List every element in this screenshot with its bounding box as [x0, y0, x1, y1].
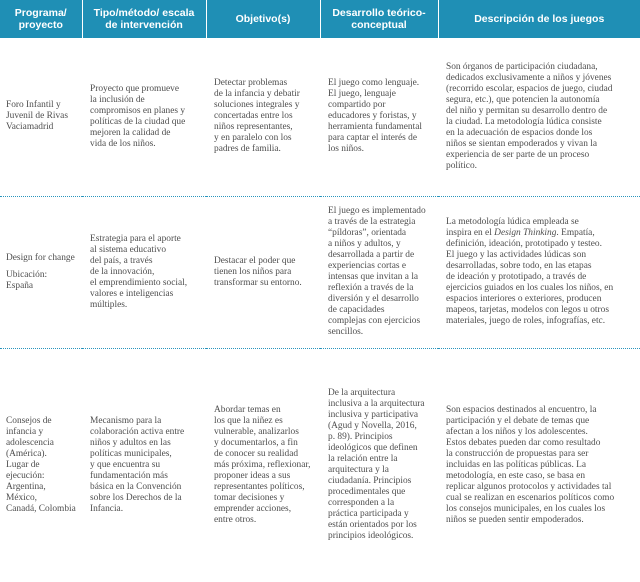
- text-line: están orientados por los: [328, 520, 417, 531]
- text-line: niños se sientan empoderados y vivan la: [446, 138, 598, 149]
- text-line: emprender acciones,: [214, 503, 292, 514]
- text-line: definición, ideación, prototipado y testeo.: [446, 239, 602, 249]
- text-line: principios ideológicos.: [328, 531, 414, 542]
- text-line: básica en la Convención: [90, 481, 182, 492]
- text-line: el emprendimiento social,: [90, 277, 188, 288]
- text-line: desarrolladas, sobre todo, en las etapas: [446, 261, 592, 271]
- text-line: El juego como lenguaje.: [328, 78, 420, 89]
- text-line: complejas con ejercicios: [328, 316, 421, 326]
- text-line: de la innovación,: [90, 266, 155, 277]
- text-line: (América).: [6, 448, 47, 459]
- cell-programa: [0, 348, 82, 582]
- text-line: ideológicos que definen: [328, 443, 418, 454]
- text-line: Son espacios destinados al encuentro, la: [446, 404, 597, 415]
- text-line: colaboración activa entre: [90, 426, 185, 437]
- text-line: La metodología lúdica empleada se: [446, 217, 579, 227]
- text-line: p. 89). Principios: [328, 432, 393, 443]
- text-line: Consejos de: [6, 415, 52, 426]
- text-line: ejercicios guiados en los cuales los niños, en: [446, 283, 614, 293]
- text-line: vida de los niños.: [90, 138, 156, 149]
- text-line: De la arquitectura: [328, 388, 396, 399]
- text-line: Destacar el poder que: [214, 255, 296, 266]
- text-line: los que la niñez es: [214, 415, 283, 426]
- cell-desarrollo: [320, 348, 438, 582]
- text-line: de ideación y prototipado, a través de: [446, 272, 587, 282]
- text-line: práctica participada y: [328, 509, 409, 520]
- text-line: reflexión a través de la: [328, 283, 414, 293]
- table-header-row: [0, 0, 640, 38]
- text-line: tienen los niños para: [214, 266, 292, 277]
- header-desarrollo: Desarrollo teórico-conceptual: [320, 0, 438, 38]
- text-line: político.: [446, 160, 477, 171]
- text-line: vulnerable, analizarlos: [214, 426, 299, 437]
- cell-descripcion: [438, 38, 640, 196]
- text-line: Son órganos de participación ciudadana,: [446, 61, 598, 72]
- cell-tipo: [82, 348, 206, 582]
- text-line: valores e inteligencias: [90, 288, 174, 299]
- text-line: El juego es implementado: [328, 206, 426, 216]
- text-line: y en paralelo con los: [214, 133, 292, 144]
- text-line: Design for change: [6, 252, 75, 263]
- text-line: entre otros.: [214, 514, 257, 525]
- text-line: educadores y foristas, y: [328, 111, 417, 122]
- text-line: transformar su entorno.: [214, 277, 302, 288]
- text-line: adolescencia: [6, 437, 54, 448]
- text-line: los consejos municipales, en los cuales los: [446, 503, 606, 514]
- cell-objetivo: [206, 348, 320, 582]
- text-line: y que encuentra su: [90, 459, 161, 470]
- text-line: Detectar problemas: [214, 78, 288, 89]
- text-line: fundamentación más: [90, 470, 168, 481]
- text-line: El juego, lenguaje: [328, 89, 396, 100]
- text-line: Estos debates pueden dar como resultado: [446, 437, 601, 448]
- text-line: Foro Infantil y: [6, 100, 61, 111]
- text-line: a niños y adultos, y: [328, 239, 401, 249]
- text-line: Juvenil de Rivas: [6, 111, 68, 122]
- text-line: dedicados exclusivamente a niños y jóvenes: [446, 72, 612, 83]
- text-line: inclusiva y participativa: [328, 410, 419, 421]
- text-line: y documentarlos, a fin: [214, 437, 298, 448]
- text-line: diversión y el desarrollo: [328, 294, 419, 304]
- text-line: (recorrido escolar, espacios de juego, ciudad: [446, 83, 613, 94]
- text-line: Infancia.: [90, 503, 124, 514]
- text-line: Estrategia para el aporte: [90, 233, 181, 244]
- text-line: procedimentales que: [328, 487, 406, 498]
- text-line: mapeos, tarjetas, modelos con legos u otros: [446, 305, 609, 315]
- cell-desarrollo: [320, 196, 438, 348]
- text-line: políticas municipales,: [90, 448, 172, 459]
- text-line: desarrollada a partir de: [328, 250, 415, 260]
- text-line: políticas de la ciudad que: [90, 116, 186, 127]
- text-line: experiencia de ser parte de un proceso: [446, 149, 590, 160]
- text-line: incluidas en las políticas públicas. La: [446, 459, 587, 470]
- text-line: la inclusión de: [90, 94, 145, 105]
- text-line: Mecanismo para la: [90, 415, 162, 426]
- text-line: al sistema educativo: [90, 244, 167, 255]
- text-line: Ubicación:: [6, 269, 48, 280]
- text-line: la ciudad. La metodología lúdica consiste: [446, 116, 602, 127]
- header-programa: Programa/ proyecto: [0, 0, 82, 38]
- cell-tipo: [82, 38, 206, 196]
- cell-desarrollo: [320, 38, 438, 196]
- text-line: Argentina, México,: [6, 481, 46, 503]
- text-line: mejoren la calidad de: [90, 127, 171, 138]
- text-line: niños y adultos en las: [90, 437, 171, 448]
- text-line: niños se pueden sentir empoderados.: [446, 514, 584, 525]
- text-line: padres de familia.: [214, 144, 281, 155]
- text-line: espacios interiores o exteriores, producen: [446, 294, 602, 304]
- text-line: participación y el debate de temas que: [446, 415, 590, 426]
- table-row: [0, 38, 640, 196]
- text-line: a través de la estrategia: [328, 217, 416, 227]
- text-line: del país, a través: [90, 255, 153, 266]
- text-line: Canadá, Colombia: [6, 503, 76, 514]
- text-line: El juego y las actividades lúdicas son: [446, 250, 587, 260]
- cell-objetivo: [206, 196, 320, 348]
- text-line: cual se realizan en escenarios políticos como: [446, 492, 615, 503]
- text-line: tomar decisiones y: [214, 492, 285, 503]
- text-line: en la adecuación de espacios donde los: [446, 127, 593, 138]
- text-line: la relación entre la: [328, 454, 398, 465]
- text-line: compromisos en planes y: [90, 105, 186, 116]
- text-line: proponer ideas a sus: [214, 470, 291, 481]
- design-thinking-emphasis: Design Thinking: [494, 228, 557, 238]
- text-line: soluciones integrales y: [214, 100, 300, 111]
- text-line: España: [6, 280, 34, 291]
- text-line: inspira en el Design Thinking. Empatía,: [446, 228, 595, 238]
- text-line: arquitectura y la: [328, 465, 389, 476]
- text-line: herramienta fundamental: [328, 122, 422, 133]
- cell-tipo: [82, 196, 206, 348]
- text-line: Lugar de: [6, 459, 40, 470]
- text-line: ejecución:: [6, 470, 45, 481]
- header-objetivo: Objetivo(s): [206, 0, 320, 38]
- text-line: concertadas entre los: [214, 111, 293, 122]
- text-line: representantes políticos,: [214, 481, 305, 492]
- text-line: replicar algunos protocolos y actividades tal: [446, 481, 612, 492]
- text-line: Abordar temas en: [214, 404, 281, 415]
- text-line: del niño y permitan su desarrollo dentro de: [446, 105, 608, 116]
- text-line: más próxima, reflexionar,: [214, 459, 311, 470]
- text-line: múltiples.: [90, 299, 128, 310]
- cell-descripcion: [438, 196, 640, 348]
- cell-programa: [0, 38, 82, 196]
- text-line: “píldoras”, orientada: [328, 228, 407, 238]
- text-line: para captar el interés de: [328, 133, 418, 144]
- text-line: infancia y: [6, 426, 44, 437]
- text-line: compartido por: [328, 100, 386, 111]
- text-line: experiencias cortas e: [328, 261, 407, 271]
- text-line: Proyecto que promueve: [90, 83, 180, 94]
- cell-programa: [0, 196, 82, 348]
- cell-objetivo: [206, 38, 320, 196]
- text-line: corresponden a la: [328, 498, 395, 509]
- table-row: [0, 196, 640, 348]
- text-line: afectan a los niños y los adolescentes.: [446, 426, 588, 437]
- text-line: sobre los Derechos de la: [90, 492, 182, 503]
- header-tipo: Tipo/método/ escala de intervención: [82, 0, 206, 38]
- text-line: (Agud y Novella, 2016,: [328, 421, 417, 432]
- header-descripcion: Descripción de los juegos: [438, 0, 640, 38]
- text-line: materiales, juego de roles, infografías, etc.: [446, 316, 606, 326]
- text-line: segura, etc.), que potencien la autonomía: [446, 94, 600, 105]
- table-row: [0, 348, 640, 582]
- text-line: inclusiva a la arquitectura: [328, 399, 425, 410]
- text-line: intensas que invitan a la: [328, 272, 419, 282]
- cell-descripcion: [438, 348, 640, 582]
- text-line: la construcción de propuestas para ser: [446, 448, 589, 459]
- text-line: Vaciamadrid: [6, 122, 54, 133]
- text-line: niños representantes,: [214, 122, 293, 133]
- text-line: de capacidades: [328, 305, 385, 315]
- text-line: los niños.: [328, 144, 364, 155]
- text-line: de conocer su realidad: [214, 448, 299, 459]
- text-line: ciudadanía. Principios: [328, 476, 412, 487]
- text-line: sencillos.: [328, 327, 364, 337]
- text-line: metodología, en este caso, se basa en: [446, 470, 586, 481]
- text-line: de la infancia y debatir: [214, 89, 300, 100]
